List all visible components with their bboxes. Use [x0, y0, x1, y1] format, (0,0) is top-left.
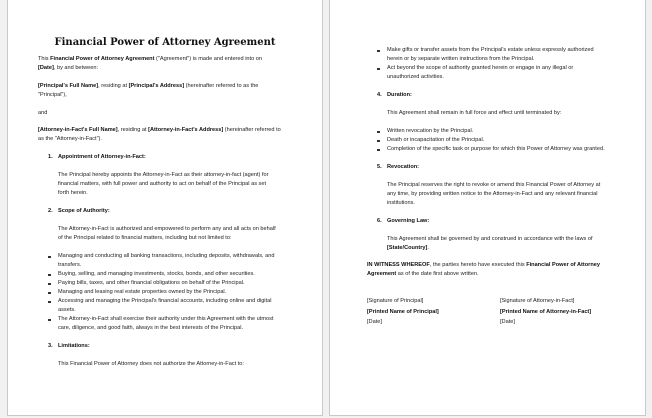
section-body-3: This Financial Power of Attorney does not authorize the Attorney-in-Fact to: — [58, 361, 244, 367]
attorney-paragraph: [Attorney-in-Fact's Full Name], residing at [Attorney-in-Fact's Address] (hereinafter referred to as the "Attorney-in-Fact"). — [38, 127, 281, 142]
section-heading-2: 2. Scope of Authority: — [48, 208, 110, 214]
section-body-4: This Agreement shall remain in full force and effect until terminated by: — [387, 110, 562, 116]
list-item: Make gifts or transfer assets from the Principal's estate unless expressly authorized herein or by separate written instructions from the Principal. — [387, 47, 594, 62]
list-item: Accessing and managing the Principal's financial accounts, including online and digital assets. — [58, 298, 272, 313]
section-body-5: The Principal reserves the right to revoke or amend this Financial Power of Attorney at any time, by providing written notice to the Attorney-in-Fact and any relevant financial institutions. — [387, 182, 601, 206]
list-item: Buying, selling, and managing investments, stocks, bonds, and other securities. — [58, 271, 255, 277]
section-body-2: The Attorney-in-Fact is authorized and empowered to perform any and all acts on behalf of the Principal related to financial matters, including but not limited to: — [58, 226, 276, 241]
principal-paragraph: [Principal's Full Name], residing at [Principal's Address] (hereinafter referred to as the "Principal"), — [38, 83, 259, 98]
list-item: Completion of the specific task or purpose for which this Power of Attorney was granted. — [387, 146, 605, 152]
section-heading-1: 1. Appointment of Attorney-in-Fact: — [48, 154, 146, 160]
list-item: Written revocation by the Principal. — [387, 128, 474, 134]
section-heading-5: 5. Revocation: — [377, 164, 420, 170]
section-body-1: The Principal hereby appoints the Attorney-in-Fact as their attorney-in-fact (agent) for financial matters, with full power and authority to act on behalf of the Principal as set forth herein. — [58, 172, 269, 196]
page-1 — [7, 0, 323, 416]
and-text: and — [38, 110, 48, 116]
section-heading-3: 3. Limitations: — [48, 343, 90, 349]
list-item: Paying bills, taxes, and other financial obligations on behalf of the Principal. — [58, 280, 245, 286]
section-heading-4: 4. Duration: — [377, 92, 412, 98]
signature-block-attorney: [Signature of Attorney-in-Fact] [Printed Name of Attorney-in-Fact] [Date] — [500, 298, 592, 325]
intro-paragraph: This Financial Power of Attorney Agreement ("Agreement") is made and entered into on [Date], by and between: — [38, 56, 262, 71]
list-item: Death or incapacitation of the Principal. — [387, 137, 485, 143]
page-2 — [329, 0, 646, 416]
section-heading-6: 6. Governing Law: — [377, 218, 430, 224]
document-title: Financial Power of Attorney Agreement — [54, 37, 276, 48]
list-item: Managing and conducting all banking transactions, including deposits, withdrawals, and transfers. — [58, 253, 275, 268]
section-body-6: This Agreement shall be governed by and construed in accordance with the laws of [State/Country]. — [387, 236, 593, 251]
list-item: The Attorney-in-Fact shall exercise their authority under this Agreement with the utmost care, diligence, and good faith, always in the best interests of the Principal. — [58, 316, 274, 331]
witness-paragraph: IN WITNESS WHEREOF, the parties hereto have executed this Financial Power of Attorney Agreement as of the date first above written. — [367, 262, 600, 277]
list-item: Managing and leasing real estate properties owned by the Principal. — [58, 289, 227, 295]
signature-block-principal: [Signature of Principal] [Printed Name of Principal] [Date] — [367, 298, 439, 325]
list-item: Act beyond the scope of authority granted herein or engage in any illegal or unauthorized activities. — [387, 65, 574, 80]
